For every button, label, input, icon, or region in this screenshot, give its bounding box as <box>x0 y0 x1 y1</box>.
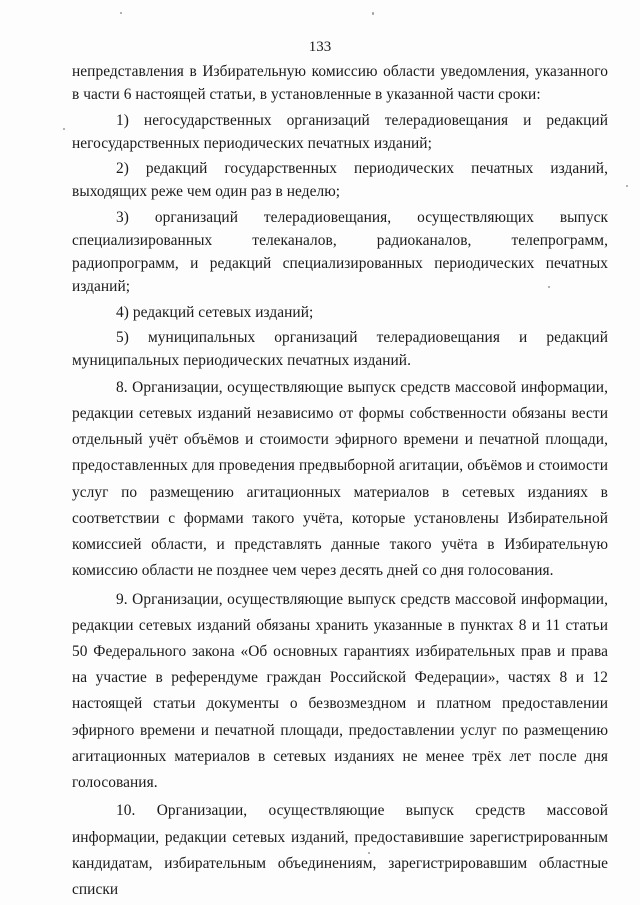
paragraph-item-1: 1) негосударственных организаций телерадиовещания и редакций негосударственных периодических печатных изданий; <box>72 111 608 152</box>
scan-speck <box>120 12 122 14</box>
paragraph-continuation: непредставления в Избирательную комиссию области уведомления, указанного в части 6 настоящей статьи, в установленные в указанной части сроки: <box>72 63 608 104</box>
scan-speck <box>372 12 374 15</box>
scan-speck <box>626 185 628 187</box>
document-body <box>72 60 608 905</box>
paragraph-item-4: 4) редакций сетевых изданий; <box>116 303 314 321</box>
scan-speck <box>548 286 550 288</box>
paragraph-item-3: 3) организаций телерадиовещания, осуществляющих выпуск специализированных телеканалов, радиоканалов, телепрограмм, радиопрограмм, и редакций специализированных периодических печатных изданий; <box>72 208 608 296</box>
scan-speck <box>63 128 65 130</box>
page-number: 133 <box>308 39 332 55</box>
paragraph-section-9: 9. Организации, осуществляющие выпуск средств массовой информации, редакции сетевых изданий обязаны хранить указанные в пунктах 8 и 11 статьи 50 Федерального закона «Об основных гарантиях избирательных прав и права на участие в референдуме граждан Российской Федерации», частях 8 и 12 настоящей статьи документы о безвозмездном и платном предоставлении эфирного времени и печатной площади, предоставлении услуг по размещению агитационных материалов в сетевых изданиях не менее трёх лет после дня голосования. <box>72 590 608 791</box>
paragraph-item-5: 5) муниципальных организаций телерадиовещания и редакций муниципальных периодических печатных изданий. <box>72 329 608 370</box>
scan-speck <box>368 852 370 854</box>
paragraph-section-8: 8. Организации, осуществляющие выпуск средств массовой информации, редакции сетевых изданий независимо от формы собственности обязаны вести отдельный учёт объёмов и стоимости эфирного времени и печатной площади, предоставленных для проведения предвыборной агитации, объёмов и стоимости услуг по размещению агитационных материалов в сетевых изданиях в соответствии с формами такого учёта, которые установлены Избирательной комиссией области, и представлять данные такого учёта в Избирательную комиссию области не позднее чем через десять дней со дня голосования. <box>72 378 608 580</box>
paragraph-section-10: 10. Организации, осуществляющие выпуск средств массовой информации, редакции сетевых изданий, предоставившие зарегистрированным кандидатам, избирательным объединениям, зарегистрировавшим областные списки <box>72 802 608 898</box>
paragraph-item-2: 2) редакций государственных периодических печатных изданий, выходящих реже чем один раз в неделю; <box>72 160 608 201</box>
